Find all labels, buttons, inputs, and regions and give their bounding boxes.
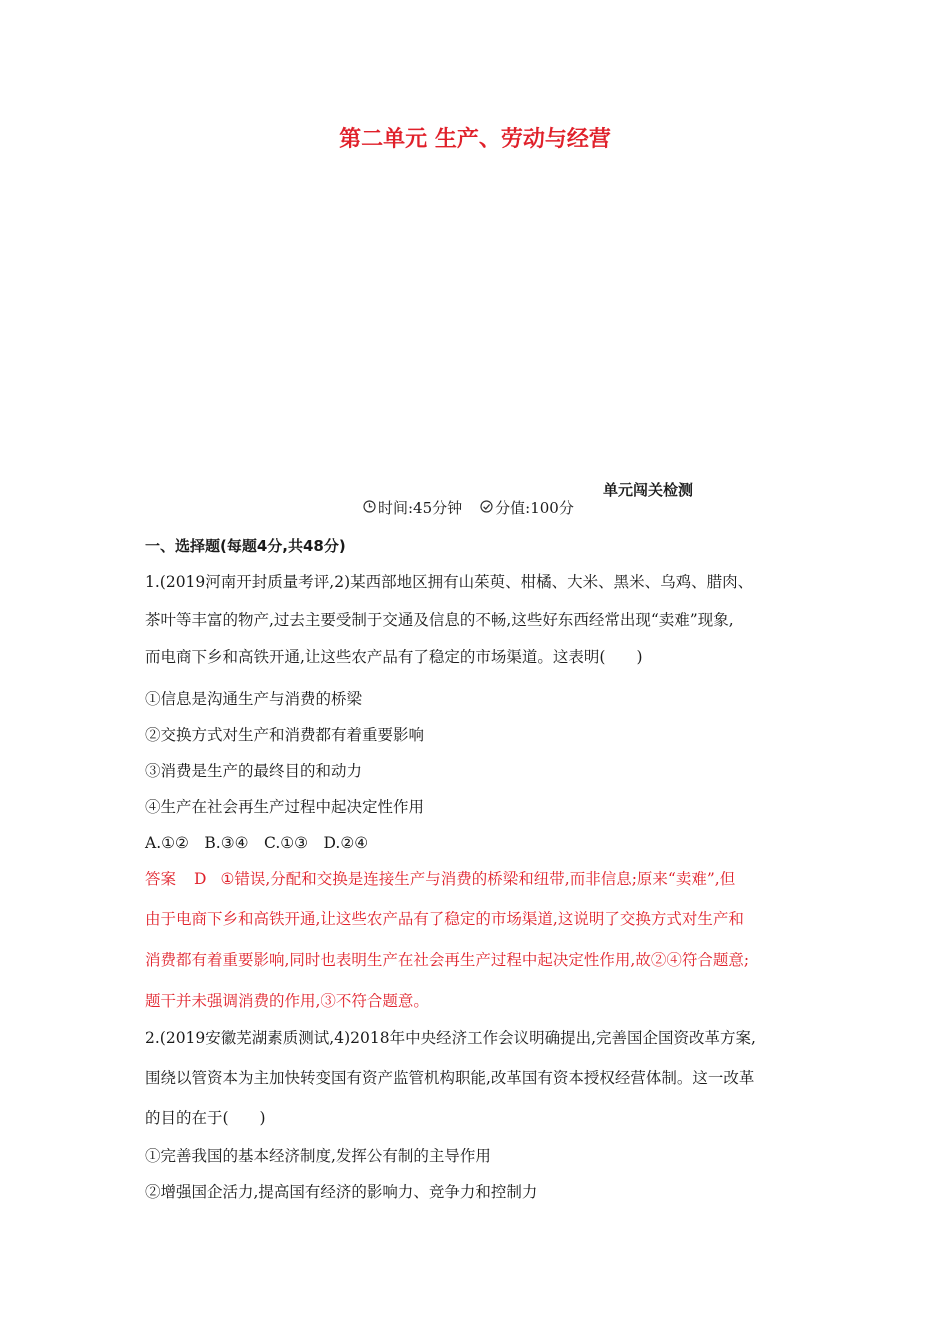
total-score: 分值:100分 [495, 499, 574, 517]
question-2-option-2: ②增强国企活力,提高国有经济的影响力、竞争力和控制力 [145, 1183, 538, 1201]
question-1-line-2: 茶叶等丰富的物产,过去主要受制于交通及信息的不畅,这些好东西经常出现“卖难”现象, [145, 611, 734, 629]
answer-line-1 [145, 867, 735, 889]
answer-line-2: 由于电商下乡和高铁开通,让这些农产品有了稳定的市场渠道,这说明了交换方式对生产和 [145, 910, 744, 928]
answer-text: ①错误,分配和交换是连接生产与消费的桥梁和纽带,而非信息;原来“卖难”,但 [220, 870, 736, 888]
question-2-option-1: ①完善我国的基本经济制度,发挥公有制的主导作用 [145, 1147, 491, 1165]
unit-test-heading: 单元闯关检测 [603, 481, 694, 499]
answer-line-4: 题干并未强调消费的作用,③不符合题意。 [145, 992, 429, 1010]
question-2-line-3: 的目的在于( ) [145, 1109, 266, 1127]
question-1-option-1: ①信息是沟通生产与消费的桥梁 [145, 690, 363, 708]
question-1-option-2: ②交换方式对生产和消费都有着重要影响 [145, 726, 425, 744]
question-1-line-1: 1.(2019河南开封质量考评,2)某西部地区拥有山茱萸、柑橘、大米、黑米、乌鸡、腊肉、 [145, 573, 754, 591]
check-icon [480, 500, 493, 517]
question-2-line-2: 围绕以管资本为主加快转变国有资产监管机构职能,改革国有资本授权经营体制。这一改革 [145, 1069, 755, 1087]
clock-icon [363, 500, 376, 517]
question-1-option-4: ④生产在社会再生产过程中起决定性作用 [145, 798, 425, 816]
exam-meta [363, 497, 574, 518]
answer-line-3: 消费都有着重要影响,同时也表明生产在社会再生产过程中起决定性作用,故②④符合题意; [145, 951, 750, 969]
answer-label: 答案 [145, 870, 177, 888]
question-1-option-3: ③消费是生产的最终目的和动力 [145, 762, 363, 780]
section-heading: 一、选择题(每题4分,共48分) [145, 537, 346, 555]
answer-key: D [194, 870, 207, 888]
time-limit: 时间:45分钟 [378, 499, 463, 517]
question-1-line-3: 而电商下乡和高铁开通,让这些农产品有了稳定的市场渠道。这表明( ) [145, 648, 643, 666]
question-1-choices: A.①② B.③④ C.①③ D.②④ [145, 834, 369, 852]
page-title: 第二单元 生产、劳动与经营 [339, 127, 611, 152]
question-2-line-1: 2.(2019安徽芜湖素质测试,4)2018年中央经济工作会议明确提出,完善国企国资改革方案, [145, 1029, 756, 1047]
